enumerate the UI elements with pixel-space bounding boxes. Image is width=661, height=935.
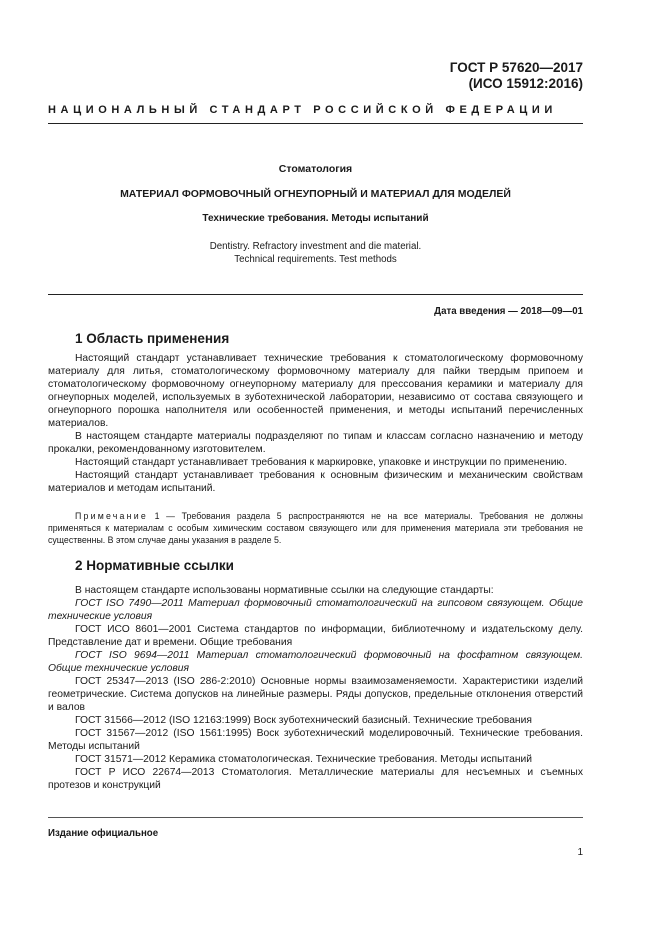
reference-item: ГОСТ 31567—2012 (ISO 1561:1995) Воск зуботехнический моделировочный. Технические требования. Методы испытаний (48, 728, 583, 752)
header-divider (48, 123, 583, 124)
english-title-line-1: Dentistry. Refractory investment and die material. (209, 241, 422, 252)
footer-divider (48, 817, 583, 818)
section-1-note (48, 510, 583, 546)
subject: Стоматология (278, 163, 353, 175)
national-standard-label: НАЦИОНАЛЬНЫЙ СТАНДАРТ РОССИЙСКОЙ ФЕДЕРАЦИИ (48, 104, 557, 116)
standard-code (450, 60, 583, 92)
reference-item: ГОСТ 31566—2012 (ISO 12163:1999) Воск зуботехнический базисный. Технические требования (75, 715, 532, 726)
english-title-line-2: Technical requirements. Test methods (234, 254, 397, 265)
section-2-body (48, 584, 583, 792)
section-1-heading: 1 Область применения (75, 331, 230, 346)
document-subtitle: Технические требования. Методы испытаний (202, 213, 429, 224)
note-label: Примечание (75, 511, 148, 521)
edition-label: Издание официальное (48, 828, 159, 839)
title-divider (48, 294, 583, 295)
reference-item: ГОСТ 25347—2013 (ISO 286-2:2010) Основные нормы взаимозаменяемости. Характеристики изделий геометрические. Система допусков на линейные размеры. Ряды допусков, предельные отклонения отверстий и валов (48, 676, 583, 713)
section-1-paragraph: Настоящий стандарт устанавливает требования к основным физическим и механическим свойствам материалов и методам испытаний. (48, 470, 583, 494)
section-1-paragraph: Настоящий стандарт устанавливает требования к маркировке, упаковке и инструкции по применению. (75, 457, 568, 468)
page-number: 1 (577, 847, 583, 858)
reference-item: ГОСТ ИСО 8601—2001 Система стандартов по информации, библиотечному и издательскому делу. Представление дат и времени. Общие требования (48, 624, 583, 648)
reference-item: ГОСТ 31571—2012 Керамика стоматологическая. Технические требования. Методы испытаний (75, 754, 533, 765)
section-2-heading: 2 Нормативные ссылки (75, 558, 234, 573)
note-text: 1 — Требования раздела 5 распространяются не на все материалы. Требования не должны применяться к материалам с особым химическим составом связующего или для применения материала эти требования не существенны. В этом случае даны указания в разделе 5. (48, 511, 583, 545)
introduction-date: Дата введения — 2018—09—01 (434, 306, 583, 317)
reference-item: ГОСТ ISO 7490—2011 Материал формовочный стоматологический на гипсовом связующем. Общие технические условия (48, 598, 583, 622)
section-1-paragraph: В настоящем стандарте материалы подразделяют по типам и классам согласно назначению и методу прокалки, рекомендованному изготовителем. (48, 431, 583, 455)
standard-code-iso: (ИСО 15912:2016) (468, 76, 583, 91)
document-title: МАТЕРИАЛ ФОРМОВОЧНЫЙ ОГНЕУПОРНЫЙ И МАТЕРИАЛ ДЛЯ МОДЕЛЕЙ (120, 188, 511, 200)
section-1-paragraph: Настоящий стандарт устанавливает технические требования к стоматологическому формовочному материалу для литья, стоматологическому формовочному материалу для пайки твердым припоем и стоматологическому формовочному огнеупорному материалу для прессования керамики и материалу для огнеупорных моделей, используемых в зуботехнической лаборатории, независимо от состава связующего и огнеупорного порошка наполнителя или особенностей применения, и методы испытаний перечисленных материалов. (48, 353, 583, 429)
section-1-body (48, 352, 583, 495)
reference-item: ГОСТ ISO 9694—2011 Материал стоматологический формовочный на фосфатном связующем. Общие технические условия (48, 650, 583, 674)
standard-code-number: ГОСТ Р 57620—2017 (449, 60, 583, 75)
section-2-intro: В настоящем стандарте использованы нормативные ссылки на следующие стандарты: (75, 585, 494, 596)
reference-item: ГОСТ Р ИСО 22674—2013 Стоматология. Металлические материалы для несъемных и съемных протезов и конструкций (48, 767, 583, 791)
